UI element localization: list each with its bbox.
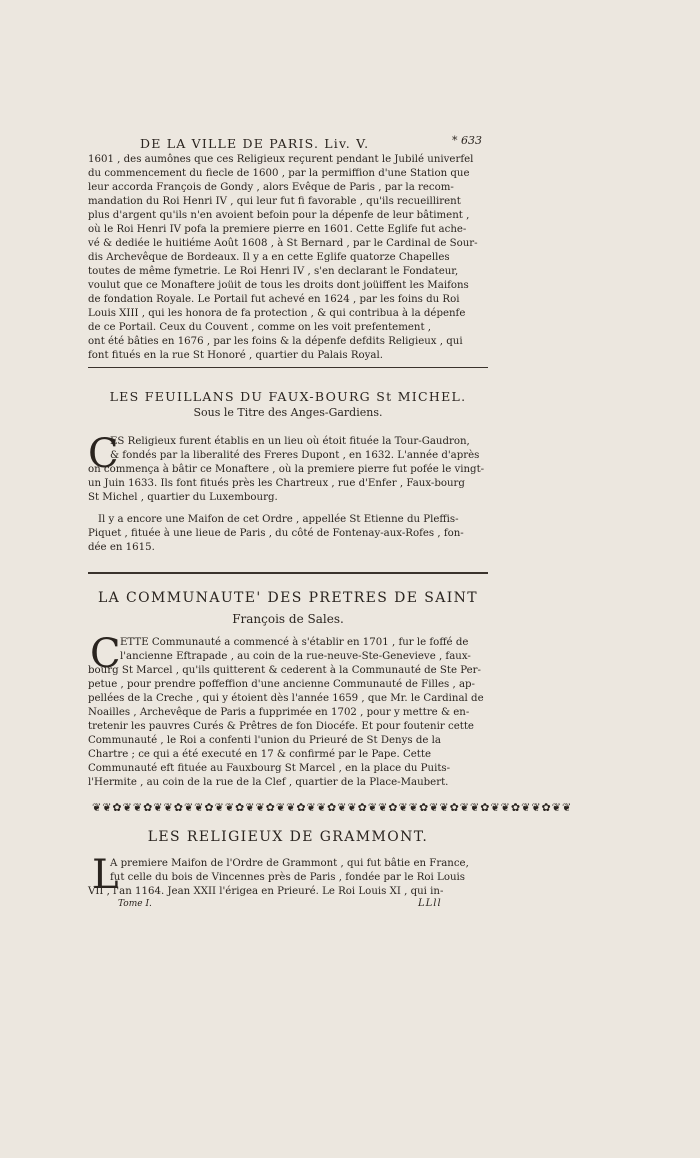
text-line: de fondation Royale. Le Portail fut achevé en 1624 , par les foins du Roi (88, 294, 460, 305)
section-subtitle-communaute: François de Sales. (232, 612, 344, 626)
section-subtitle-feuillans: Sous le Titre des Anges-Gardiens. (193, 406, 383, 419)
feuillans-paragraph-1 (88, 431, 488, 505)
grammont-paragraph (88, 852, 488, 899)
text-line: pellées de la Creche , qui y étoient dès l'année 1659 , que Mr. le Cardinal de (88, 693, 484, 704)
text-line: ont été bâties en 1676 , par les foins & la dépenfe defdits Religieux , qui (88, 336, 463, 347)
text-line: Communauté eft fituée au Fauxbourg St Marcel , en la place du Puits- (88, 763, 451, 774)
volume-label: Tome I. (118, 899, 152, 909)
page-number: * 633 (452, 134, 482, 147)
text-line: toutes de même fymetrie. Le Roi Henri IV , s'en declarant le Fondateur, (88, 266, 459, 277)
text-line: où le Roi Henri IV pofa la premiere pierre en 1601. Cette Eglife fut ache- (88, 224, 467, 235)
signature-mark: LLll (418, 898, 442, 909)
drop-capital: C (88, 431, 119, 477)
text-line: de ce Portail. Ceux du Couvent , comme on les voit prefentement , (88, 322, 432, 333)
text-line: dée en 1615. (88, 542, 155, 553)
text-line: font fitués en la rue St Honoré , quartier du Palais Royal. (88, 350, 383, 361)
feuillans-paragraph-2 (88, 513, 488, 555)
text-line: Louis XIII , qui les honora de fa protection , & qui contribua à la dépenfe (88, 308, 466, 319)
text-line: un Juin 1633. Ils font fitués près les Chartreux , rue d'Enfer , Faux-bourg (88, 478, 465, 489)
text-line: du commencement du fiecle de 1600 , par la permiffion d'une Station que (88, 168, 470, 179)
text-line: on commença à bâtir ce Monaftere , où la premiere pierre fut pofée le vingt- (88, 464, 485, 475)
text-line: A premiere Maifon de l'Ordre de Grammont , qui fut bâtie en France, (110, 858, 469, 869)
text-line: mandation du Roi Henri IV , qui leur fut fi favorable , qu'ils recueillirent (88, 196, 461, 207)
text-line: ETTE Communauté a commencé à s'établir en 1701 , fur le foffé de (120, 637, 469, 648)
drop-capital: C (90, 631, 121, 677)
text-line: voulut que ce Monaftere joüit de tous les droits dont joüiffent les Maifons (88, 280, 469, 291)
section-title-communaute: LA COMMUNAUTE' DES PRETRES DE SAINT (97, 590, 479, 606)
text-line: l'Hermite , au coin de la rue de la Clef , quartier de la Place-Maubert. (88, 777, 449, 788)
section-divider (88, 572, 488, 574)
text-line: plus d'argent qu'ils n'en avoient befoin pour la dépenfe de leur bâtiment , (88, 210, 470, 221)
text-line: dis Archevêque de Bordeaux. Il y a en cette Eglife quatorze Chapelles (88, 252, 450, 263)
section-divider (88, 367, 488, 368)
text-line: petue , pour prendre poffeffion d'une ancienne Communauté de Filles , ap- (88, 679, 476, 690)
text-line: bourg St Marcel , qu'ils quitterent & cederent à la Communauté de Ste Per- (88, 665, 481, 676)
text-line: Piquet , fituée à une lieue de Paris , du côté de Fontenay-aux-Rofes , fon- (88, 528, 464, 539)
text-line: fut celle du bois de Vincennes près de Paris , fondée par le Roi Louis (110, 872, 465, 883)
continuation-paragraph (88, 153, 488, 363)
drop-capital: L (92, 852, 119, 898)
text-line: vé & dediée le huitiéme Août 1608 , à St Bernard , par le Cardinal de Sour- (88, 238, 478, 249)
section-title-feuillans: LES FEUILLANS DU FAUX-BOURG St MICHEL. (109, 389, 467, 404)
text-line: Il y a encore une Maifon de cet Ordre , appellée St Etienne du Pleffis- (98, 514, 459, 525)
text-line: Noailles , Archevêque de Paris a fupprimée en 1702 , pour y mettre & en- (88, 707, 470, 718)
text-line: & fondés par la liberalité des Freres Dupont , en 1632. L'année d'après (110, 450, 480, 461)
text-line: leur accorda François de Gondy , alors Evêque de Paris , par la recom- (88, 182, 454, 193)
running-title: DE LA VILLE DE PARIS. Liv. V. (140, 136, 370, 151)
text-line: Communauté , le Roi a confenti l'union du Prieuré de St Denys de la (88, 735, 441, 746)
text-line: ES Religieux furent établis en un lieu où étoit fituée la Tour-Gaudron, (110, 436, 470, 447)
text-line: St Michel , quartier du Luxembourg. (88, 492, 278, 503)
text-line: 1601 , des aumônes que ces Religieux reçurent pendant le Jubilé univerfel (88, 154, 474, 165)
ornamental-band: ❦❦✿❦❦✿❦❦✿❦❦✿❦❦✿❦❦✿❦❦✿❦❦✿❦❦✿❦❦✿❦❦✿❦❦✿❦❦✿❦❦✿❦❦✿❦❦ (92, 801, 573, 814)
communaute-paragraph (88, 631, 488, 790)
text-line: Chartre ; ce qui a été executé en 17 & confirmé par le Pape. Cette (88, 749, 431, 760)
text-line: tretenir les pauvres Curés & Prêtres de fon Diocéfe. Et pour foutenir cette (88, 721, 474, 732)
text-line: VII , l'an 1164. Jean XXII l'érigea en Prieuré. Le Roi Louis XI , qui in- (88, 886, 444, 897)
text-line: l'ancienne Eftrapade , au coin de la rue-neuve-Ste-Genevieve , faux- (120, 651, 471, 662)
section-title-grammont: LES RELIGIEUX DE GRAMMONT. (147, 829, 429, 845)
